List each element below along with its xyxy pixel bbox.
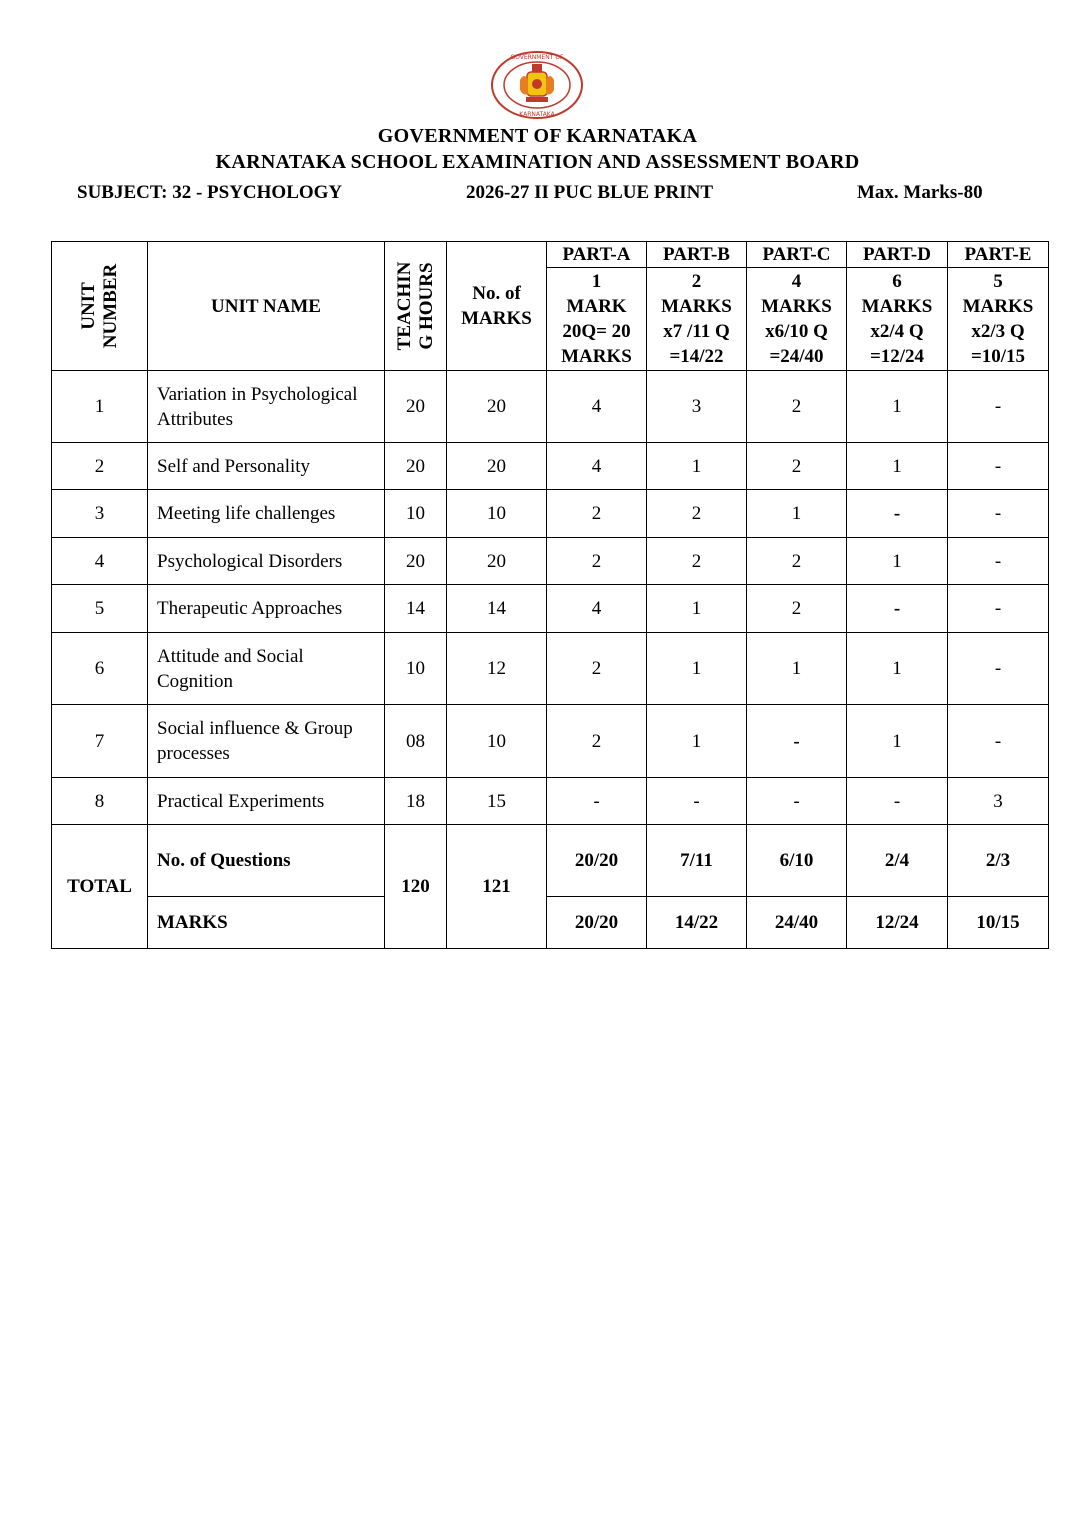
part-a-questions: 20/20 xyxy=(547,825,647,897)
teaching-hours: 10 xyxy=(385,490,447,538)
unit-name: Practical Experiments xyxy=(148,778,385,825)
part-d-marks: 12/24 xyxy=(847,897,948,949)
part-d-value: 1 xyxy=(847,371,948,443)
part-b-questions: 7/11 xyxy=(647,825,747,897)
part-a-value: 2 xyxy=(547,705,647,778)
table-row xyxy=(52,778,1049,825)
table-row xyxy=(52,633,1049,705)
teaching-hours-header: TEACHIN G HOURS xyxy=(385,242,447,371)
table-row xyxy=(52,443,1049,490)
no-of-marks: 20 xyxy=(447,371,547,443)
part-e-value: - xyxy=(948,371,1049,443)
part-a-value: 2 xyxy=(547,538,647,585)
no-of-questions-label: No. of Questions xyxy=(148,825,385,897)
max-marks-label: Max. Marks-80 xyxy=(857,182,983,203)
part-a-value: 2 xyxy=(547,490,647,538)
part-d-value: 1 xyxy=(847,443,948,490)
part-b-desc: 2 MARKS x7 /11 Q =14/22 xyxy=(647,268,747,371)
part-b-value: 1 xyxy=(647,443,747,490)
unit-number: 2 xyxy=(52,443,148,490)
part-c-value: - xyxy=(747,705,847,778)
no-of-marks: 15 xyxy=(447,778,547,825)
table-row xyxy=(52,490,1049,538)
part-d-value: 1 xyxy=(847,633,948,705)
blueprint-table xyxy=(51,241,1049,949)
part-c-value: 1 xyxy=(747,490,847,538)
unit-name: Meeting life challenges xyxy=(148,490,385,538)
unit-name: Variation in Psychological Attributes xyxy=(148,371,385,443)
part-a-header: PART-A xyxy=(547,242,647,268)
part-b-value: 3 xyxy=(647,371,747,443)
part-d-value: - xyxy=(847,490,948,538)
part-a-value: 4 xyxy=(547,443,647,490)
teaching-hours: 18 xyxy=(385,778,447,825)
part-d-desc: 6 MARKS x2/4 Q =12/24 xyxy=(847,268,948,371)
no-of-marks: 14 xyxy=(447,585,547,633)
part-e-value: - xyxy=(948,585,1049,633)
unit-number: 8 xyxy=(52,778,148,825)
unit-number: 6 xyxy=(52,633,148,705)
part-a-marks: 20/20 xyxy=(547,897,647,949)
part-e-value: - xyxy=(948,705,1049,778)
part-e-value: - xyxy=(948,443,1049,490)
total-marks: 121 xyxy=(447,825,547,949)
teaching-hours: 20 xyxy=(385,538,447,585)
unit-name-header: UNIT NAME xyxy=(148,242,385,371)
unit-number: 1 xyxy=(52,371,148,443)
teaching-hours: 20 xyxy=(385,371,447,443)
part-c-value: 2 xyxy=(747,371,847,443)
total-hours: 120 xyxy=(385,825,447,949)
part-d-questions: 2/4 xyxy=(847,825,948,897)
part-e-questions: 2/3 xyxy=(948,825,1049,897)
unit-number: 4 xyxy=(52,538,148,585)
unit-number: 7 xyxy=(52,705,148,778)
part-d-value: - xyxy=(847,778,948,825)
part-d-value: 1 xyxy=(847,538,948,585)
part-a-desc: 1 MARK 20Q= 20 MARKS xyxy=(547,268,647,371)
unit-number: 3 xyxy=(52,490,148,538)
part-b-header: PART-B xyxy=(647,242,747,268)
table-row xyxy=(52,585,1049,633)
svg-text:KARNATAKA: KARNATAKA xyxy=(519,111,555,118)
part-c-value: 1 xyxy=(747,633,847,705)
no-of-marks-header: No. of MARKS xyxy=(447,242,547,371)
part-e-marks: 10/15 xyxy=(948,897,1049,949)
part-d-header: PART-D xyxy=(847,242,948,268)
total-questions-row xyxy=(52,825,1049,897)
part-b-value: 1 xyxy=(647,705,747,778)
no-of-marks: 10 xyxy=(447,705,547,778)
no-of-marks: 10 xyxy=(447,490,547,538)
blueprint-label: 2026-27 II PUC BLUE PRINT xyxy=(466,182,714,203)
part-c-value: - xyxy=(747,778,847,825)
no-of-marks: 20 xyxy=(447,538,547,585)
unit-number: 5 xyxy=(52,585,148,633)
unit-name: Therapeutic Approaches xyxy=(148,585,385,633)
government-title: GOVERNMENT OF KARNATAKA xyxy=(377,125,698,147)
unit-number-header: UNIT NUMBER xyxy=(52,242,148,371)
part-e-header: PART-E xyxy=(948,242,1049,268)
teaching-hours: 08 xyxy=(385,705,447,778)
part-c-value: 2 xyxy=(747,443,847,490)
part-b-marks: 14/22 xyxy=(647,897,747,949)
table-row xyxy=(52,538,1049,585)
part-a-value: 4 xyxy=(547,585,647,633)
teaching-hours: 14 xyxy=(385,585,447,633)
teaching-hours: 10 xyxy=(385,633,447,705)
part-b-value: - xyxy=(647,778,747,825)
part-d-value: - xyxy=(847,585,948,633)
subject-label: SUBJECT: 32 - PSYCHOLOGY xyxy=(77,182,343,203)
table-row xyxy=(52,371,1049,443)
unit-name: Psychological Disorders xyxy=(148,538,385,585)
part-b-value: 2 xyxy=(647,490,747,538)
total-marks-row xyxy=(52,897,1049,949)
part-e-value: - xyxy=(948,633,1049,705)
part-c-desc: 4 MARKS x6/10 Q =24/40 xyxy=(747,268,847,371)
part-d-value: 1 xyxy=(847,705,948,778)
part-a-value: 4 xyxy=(547,371,647,443)
part-a-value: - xyxy=(547,778,647,825)
part-e-desc: 5 MARKS x2/3 Q =10/15 xyxy=(948,268,1049,371)
table-row xyxy=(52,705,1049,778)
part-e-value: 3 xyxy=(948,778,1049,825)
part-a-value: 2 xyxy=(547,633,647,705)
unit-name: Social influence & Group processes xyxy=(148,705,385,778)
unit-name: Attitude and Social Cognition xyxy=(148,633,385,705)
teaching-hours: 20 xyxy=(385,443,447,490)
unit-name: Self and Personality xyxy=(148,443,385,490)
part-b-value: 1 xyxy=(647,633,747,705)
part-b-value: 2 xyxy=(647,538,747,585)
part-e-value: - xyxy=(948,490,1049,538)
total-label: TOTAL xyxy=(52,825,148,949)
part-c-questions: 6/10 xyxy=(747,825,847,897)
part-c-value: 2 xyxy=(747,538,847,585)
part-c-marks: 24/40 xyxy=(747,897,847,949)
part-e-value: - xyxy=(948,538,1049,585)
part-b-value: 1 xyxy=(647,585,747,633)
board-title: KARNATAKA SCHOOL EXAMINATION AND ASSESSMENT BOARD xyxy=(215,151,860,173)
svg-text:GOVERNMENT OF: GOVERNMENT OF xyxy=(510,54,564,61)
no-of-marks: 12 xyxy=(447,633,547,705)
part-c-value: 2 xyxy=(747,585,847,633)
no-of-marks: 20 xyxy=(447,443,547,490)
karnataka-emblem-seal xyxy=(490,50,584,120)
part-c-header: PART-C xyxy=(747,242,847,268)
marks-label: MARKS xyxy=(148,897,385,949)
